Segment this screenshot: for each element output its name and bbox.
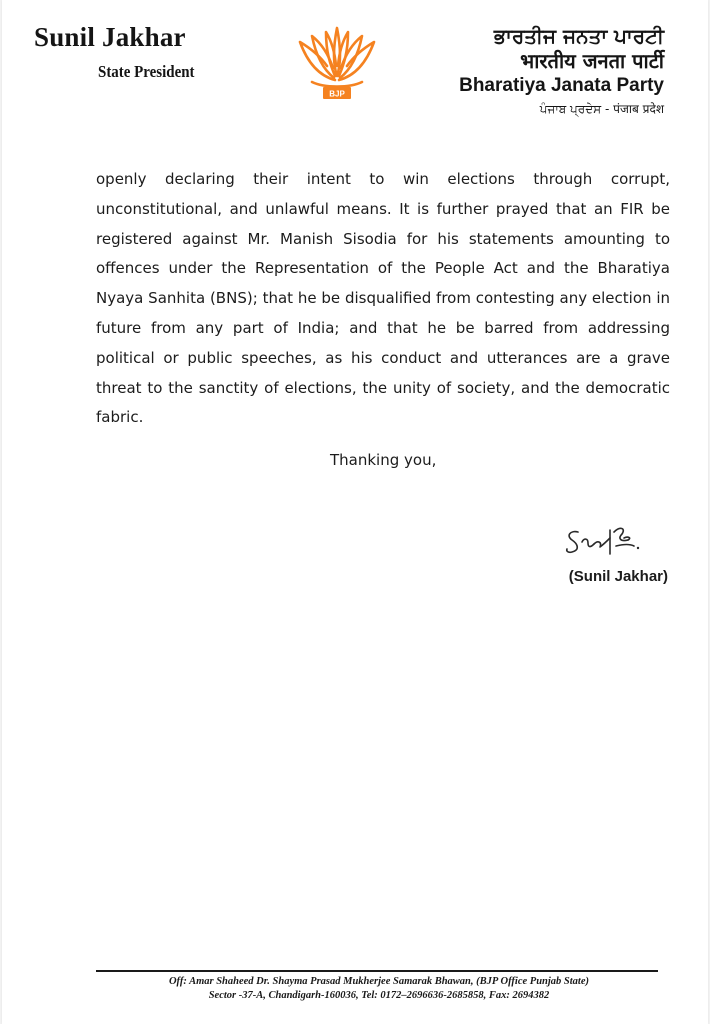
party-state: ਪੰਜਾਬ ਪ੍ਰਦੇਸ - पंजाब प्रदेश	[539, 102, 664, 116]
footer-address-line2: Sector -37-A, Chandigarh-160036, Tel: 0172–2696636-2685858, Fax: 2694382	[208, 990, 550, 1001]
party-name-english: Bharatiya Janata Party	[459, 75, 664, 96]
letterhead-name: Sunil Jakhar	[34, 22, 186, 52]
letterhead-role: State President	[98, 62, 195, 81]
party-name-hindi: भारतीय जनता पार्टी	[520, 49, 664, 73]
party-name-block	[459, 24, 664, 120]
lotus-icon	[294, 26, 380, 102]
party-name-punjabi: ਭਾਰਤੀਜ ਜਨਤਾ ਪਾਰਟੀ	[493, 24, 664, 48]
signatory-name: (Sunil Jakhar)	[568, 568, 668, 585]
footer-divider	[96, 970, 658, 972]
footer-address-line1: Off: Amar Shaheed Dr. Shayma Prasad Mukherjee Samarak Bhawan, (BJP Office Punjab State)	[168, 976, 590, 987]
handwritten-signature	[564, 520, 676, 562]
letter-body-paragraph: openly declaring their intent to win elections through corrupt, unconstitutional, and unlawful means. It is further prayed that an FIR be registered against Mr. Manish Sisodia for his statements amounting to offences under the Representation of the People Act and the Bharatiya Nyaya Sanhita (BNS); that he be disqualified from contesting any election in future from any part of India; and that he be barred from addressing political or public speeches, as his conduct and utterances are a grave threat to the sanctity of elections, the unity of society, and the democratic fabric.	[96, 170, 670, 427]
letter-page	[2, 0, 708, 1024]
closing-line: Thanking you,	[330, 451, 437, 469]
svg-text:BJP: BJP	[329, 89, 345, 99]
